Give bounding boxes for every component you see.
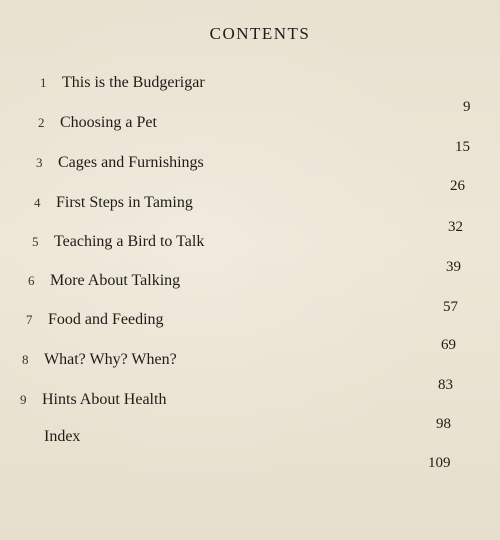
page-number-5: 39 bbox=[446, 259, 461, 275]
chapter-title: First Steps in Taming bbox=[56, 194, 193, 211]
page-number-3: 26 bbox=[450, 178, 465, 194]
chapter-title: Teaching a Bird to Talk bbox=[54, 233, 205, 250]
toc-entry-7 bbox=[26, 311, 164, 329]
chapter-title: Food and Feeding bbox=[48, 311, 164, 328]
toc-entry-1 bbox=[40, 74, 205, 92]
chapter-title: This is the Budgerigar bbox=[62, 74, 205, 91]
toc-entry-2 bbox=[38, 114, 157, 132]
page-title: CONTENTS bbox=[209, 24, 311, 43]
chapter-number: 1 bbox=[40, 75, 47, 90]
chapter-title: Hints About Health bbox=[42, 391, 167, 408]
chapter-number: 9 bbox=[20, 392, 27, 407]
page-number-4: 32 bbox=[448, 219, 463, 235]
chapter-title: More About Talking bbox=[50, 272, 181, 289]
chapter-number: 7 bbox=[26, 312, 33, 327]
chapter-number: 4 bbox=[34, 195, 41, 210]
chapter-number: 6 bbox=[28, 273, 35, 288]
page-number-index: 109 bbox=[428, 455, 451, 471]
toc-entry-index bbox=[44, 428, 80, 446]
page-number-7: 69 bbox=[441, 337, 456, 353]
page-number-8: 83 bbox=[438, 377, 453, 393]
chapter-title: Choosing a Pet bbox=[60, 114, 157, 131]
chapter-number: 8 bbox=[22, 352, 29, 367]
page-number-9: 98 bbox=[436, 416, 451, 432]
chapter-number: 2 bbox=[38, 115, 45, 130]
page-number-6: 57 bbox=[443, 299, 458, 315]
chapter-number: 5 bbox=[32, 234, 39, 249]
page-number-2: 15 bbox=[455, 139, 470, 155]
index-title: Index bbox=[44, 428, 81, 445]
toc-entry-9 bbox=[20, 391, 166, 409]
toc-entry-5 bbox=[32, 233, 204, 251]
chapter-title: Cages and Furnishings bbox=[58, 154, 204, 171]
toc-entry-6 bbox=[28, 272, 180, 290]
page-number-1: 9 bbox=[463, 99, 471, 115]
toc-entry-4 bbox=[34, 194, 193, 212]
toc-entry-8 bbox=[22, 351, 177, 369]
chapter-number: 3 bbox=[36, 155, 43, 170]
chapter-title: What? Why? When? bbox=[44, 351, 177, 368]
toc-entry-3 bbox=[36, 154, 204, 172]
